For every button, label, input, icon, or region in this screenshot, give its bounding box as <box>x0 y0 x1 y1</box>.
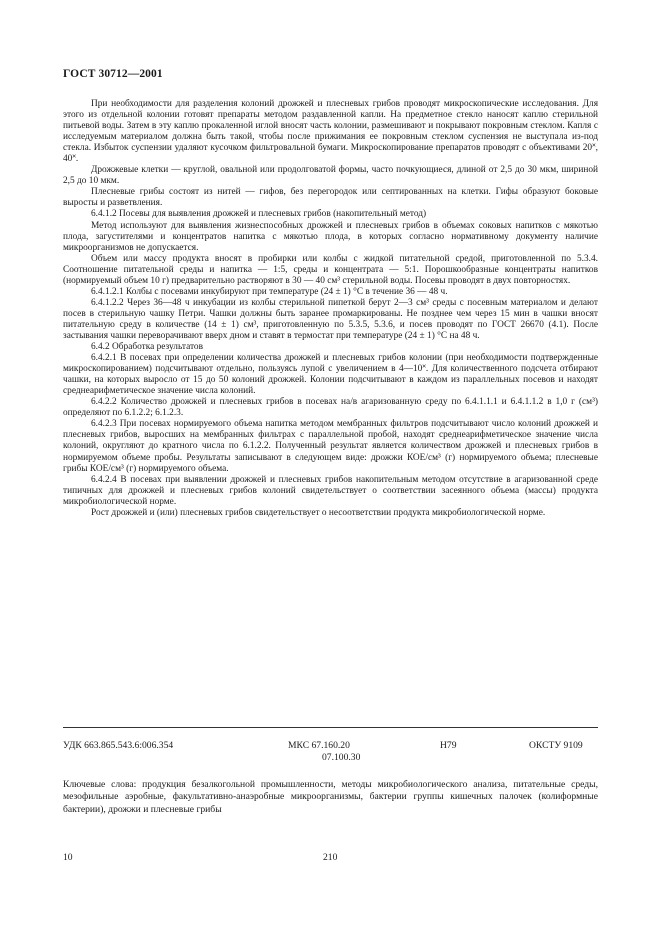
paragraph-6-4-1-2-1: 6.4.1.2.1 Колбы с посевами инкубируют при температуре (24 ± 1) °С в течение 36 — 48 ч. <box>91 286 448 297</box>
sheet-number: 210 <box>323 852 338 863</box>
section-divider <box>63 727 598 728</box>
okstu-code: ОКСТУ 9109 <box>529 740 583 751</box>
group-code: Н79 <box>440 740 457 751</box>
udk-code: УДК 663.865.543.6:006.354 <box>63 740 174 751</box>
paragraph-6-4-2-4: 6.4.2.4 В посевах при выявлении дрожжей и плесневых грибов накопительным методом отсутствие в агаризованной среде типичных для дрожжей и плесневых грибов колоний свидетельствует о соответствии засеянного объема (массы) продукта микробиологической норме. <box>63 474 598 507</box>
paragraph-6-4-1-2-2: 6.4.1.2.2 Через 36—48 ч инкубации из колбы стерильной пипеткой берут 2—3 см³ среды с посевным материалом и делают посев в стерильную чашку Петри. Чашки должны быть заранее промаркированы. Не позднее чем через 15 мин в чашки вносят питательную среду в количестве (14 ± 1) см³, приготовленную по 5.3.5, 5.3.6, и посев проводят по ГОСТ 26670 (4.1). После застывания чашки переворачивают вверх дном и ставят в термостат при температуре (24 ± 1) °С на 48 ч. <box>63 297 598 341</box>
paragraph-conclusion: Рост дрожжей и (или) плесневых грибов свидетельствует о несоответствии продукта микробиологической норме. <box>91 507 546 518</box>
keywords: Ключевые слова: продукция безалкогольной промышленности, методы микробиологического анализа, питательные среды, мезофильные аэробные, факультативно-анаэробные микроорганизмы, бактерии группы кишечных палочек (колиформные бактерии), дрожжи и плесневые грибы <box>63 779 598 815</box>
paragraph-6-4-2-1: 6.4.2.1 В посевах при определении количества дрожжей и плесневых грибов колонии (при необходимости подтвержденные микроскопированием) подсчитывают отдельно, пользуясь лупой с увеличением в 4—10˟. Для количественного подсчета отбирают чашки, на которых выросло от 15 до 50 колоний дрожжей. Колонии подсчитывают в каждом из параллельных посевов и находят среднеарифметическое значение числа колоний. <box>63 353 598 397</box>
paragraph-microscopy: При необходимости для разделения колоний дрожжей и плесневых грибов проводят микроскопические исследования. Для этого из отдельной колонии готовят препараты методом раздавленной капли. На предметное стекло наносят каплю стерильной питьевой воды. Затем в эту каплю прокаленной иглой вносят часть колонии, размешивают и покрывают покровным стеклом. Капля с исследуемым материалом должна быть такой, чтобы после прижимания ее покровным стеклом суспензия не выступала из-под стекла. Избыток суспензии удаляют кусочком фильтровальной бумаги. Микроскопирование препаратов проводят с объективами 20˟, 40˟. <box>63 99 598 165</box>
page-number: 10 <box>63 852 73 863</box>
paragraph-yeast-cells: Дрожжевые клетки — круглой, овальной или продолговатой формы, часто почкующиеся, длиной от 2,5 до 30 мкм, шириной 2,5 до 10 мкм. <box>63 165 598 187</box>
mks-code-primary: МКС 67.160.20 <box>288 740 350 751</box>
body-text <box>63 99 598 519</box>
paragraph-6-4-2-3: 6.4.2.3 При посевах нормируемого объема напитка методом мембранных фильтров подсчитывают число колоний дрожжей и плесневых грибов, выросших на мембранных фильтрах с параллельной пробой, находят среднеарифметическое значение числа колоний, округляют до кратного числа по 6.1.2.2. Полученный результат является количеством дрожжей и плесневых грибов в нормируемом объеме пробы. Результаты записывают в следующем виде: дрожжи КОЕ/см³ (г) нормируемого объема; плесневые грибы КОЕ/см³ (г) нормируемого объема. <box>63 419 598 474</box>
paragraph-6-4-2-2: 6.4.2.2 Количество дрожжей и плесневых грибов в посевах на/в агаризованную среду по 6.4.1.1.1 и 6.4.1.1.2 в 1,0 г (см³) определяют по 6.1.2.2; 6.1.2.3. <box>63 397 598 419</box>
mks-codes <box>288 740 360 763</box>
mks-code-secondary: 07.100.30 <box>322 751 361 763</box>
section-heading-6-4-1-2: 6.4.1.2 Посевы для выявления дрожжей и плесневых грибов (накопительный метод) <box>91 209 427 220</box>
standard-header: ГОСТ 30712—2001 <box>63 68 163 80</box>
paragraph-mold-fungi: Плесневые грибы состоят из нитей — гифов, без перегородок или септированных на клетки. Гифы образуют боковые выросты и разветвления. <box>63 187 598 209</box>
paragraph-method: Метод используют для выявления жизнеспособных дрожжей и плесневых грибов в объемах соковых напитков с мякотью плода, загустителями и концентратов напитка с мякотью плода, в которых согласно нормативному документу наличие микроорганизмов не допускается. <box>63 220 598 253</box>
section-heading-6-4-2: 6.4.2 Обработка результатов <box>91 342 204 353</box>
paragraph-volume: Объем или массу продукта вносят в пробирки или колбы с жидкой питательной средой, приготовленной по 5.3.4. Соотношение питательной среды и напитка — 1:5, среды и концентрата — 5:1. Порошкообразные концентраты напитков (нормируемый объем 10 г) предварительно растворяют в 30 — 40 см³ стерильной воды. Посевы проводят в двух повторностях. <box>63 253 598 286</box>
